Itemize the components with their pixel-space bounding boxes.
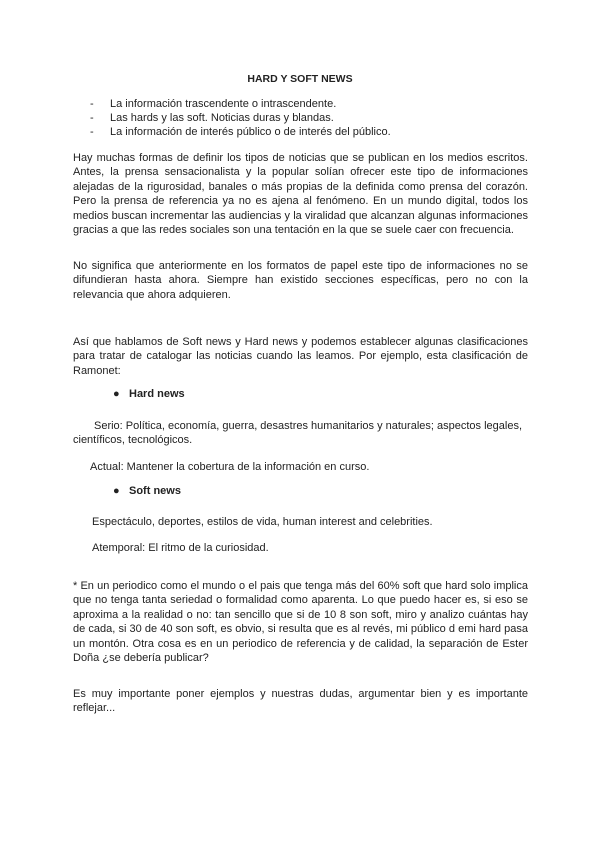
hard-actual: Actual: Mantener la cobertura de la información en curso. — [90, 461, 370, 473]
closing-paragraph: Es muy importante poner ejemplos y nuestras dudas, argumentar bien y es importante reflejar... — [73, 688, 528, 715]
soft-news-heading — [113, 485, 181, 497]
hard-serio: Serio: Política, economía, guerra, desastres humanitarios y naturales; aspectos legales, científicos, tecnológicos. — [73, 420, 523, 447]
list-item-text: Las hards y las soft. Noticias duras y blandas. — [110, 112, 334, 125]
list-item-text: La información de interés público o de interés del público. — [110, 126, 391, 139]
document-title: HARD Y SOFT NEWS — [247, 73, 353, 85]
paragraph-3: Así que hablamos de Soft news y Hard news y podemos establecer algunas clasificaciones para tratar de catalogar las noticias cuando las leamos. Por ejemplo, esta clasificación de Ramonet: — [73, 336, 528, 377]
footnote-paragraph: * En un periodico como el mundo o el pais que tenga más del 60% soft que hard solo implica que no tenga tanta seriedad o formalidad como aparenta. Lo que puedo hacer es, si eso se aproxima a la realidad o no: tan sencillo que si de 10 8 son soft, miro y analizo cuántas hay de cada, si 30 de 40 son soft, es obvio, si resulta que es al revés, mi público d emi hard pasa un montón. Otra cosa es en un periodico de referencia y de calidad, la separación de Ester Doña ¿se debería publicar? — [73, 580, 528, 665]
list-item: - La información de interés público o de interés del público. — [90, 126, 391, 139]
bullet-icon: ● — [113, 388, 120, 400]
paragraph-2: No significa que anteriormente en los formatos de papel este tipo de informaciones no se difundieran hasta ahora. Siempre han existido secciones específicas, pero no con la relevancia que ahora adquieren. — [73, 260, 528, 301]
bullet-icon: ● — [113, 485, 120, 497]
intro-bullet-list — [90, 97, 391, 140]
list-item: - La información trascendente o intrascendente. — [90, 98, 337, 110]
paragraph-1: Hay muchas formas de definir los tipos de noticias que se publican en los medios escritos. Antes, la prensa sensacionalista y la popular solían ofrecer este tipo de informaciones alejadas de la rigurosidad, banales o más propias de la definida como prensa del corazón. Pero la prensa de referencia ya no es ajena al fenómeno. En un mundo digital, todos los medios buscan incrementar las audiencias y la viralidad que alcanzan algunas informaciones gracias a que las redes sociales son una tentación en la que se suele caer con frecuencia. — [73, 152, 528, 237]
list-item: - Las hards y las soft. Noticias duras y blandas. — [90, 112, 334, 125]
soft-atemporal: Atemporal: El ritmo de la curiosidad. — [92, 542, 269, 554]
list-item-text: La información trascendente o intrascendente. — [110, 98, 337, 110]
hard-news-heading — [113, 388, 185, 400]
heading-text: Hard news — [129, 388, 185, 400]
heading-text: Soft news — [129, 485, 181, 497]
soft-espectaculo: Espectáculo, deportes, estilos de vida, human interest and celebrities. — [92, 516, 433, 528]
